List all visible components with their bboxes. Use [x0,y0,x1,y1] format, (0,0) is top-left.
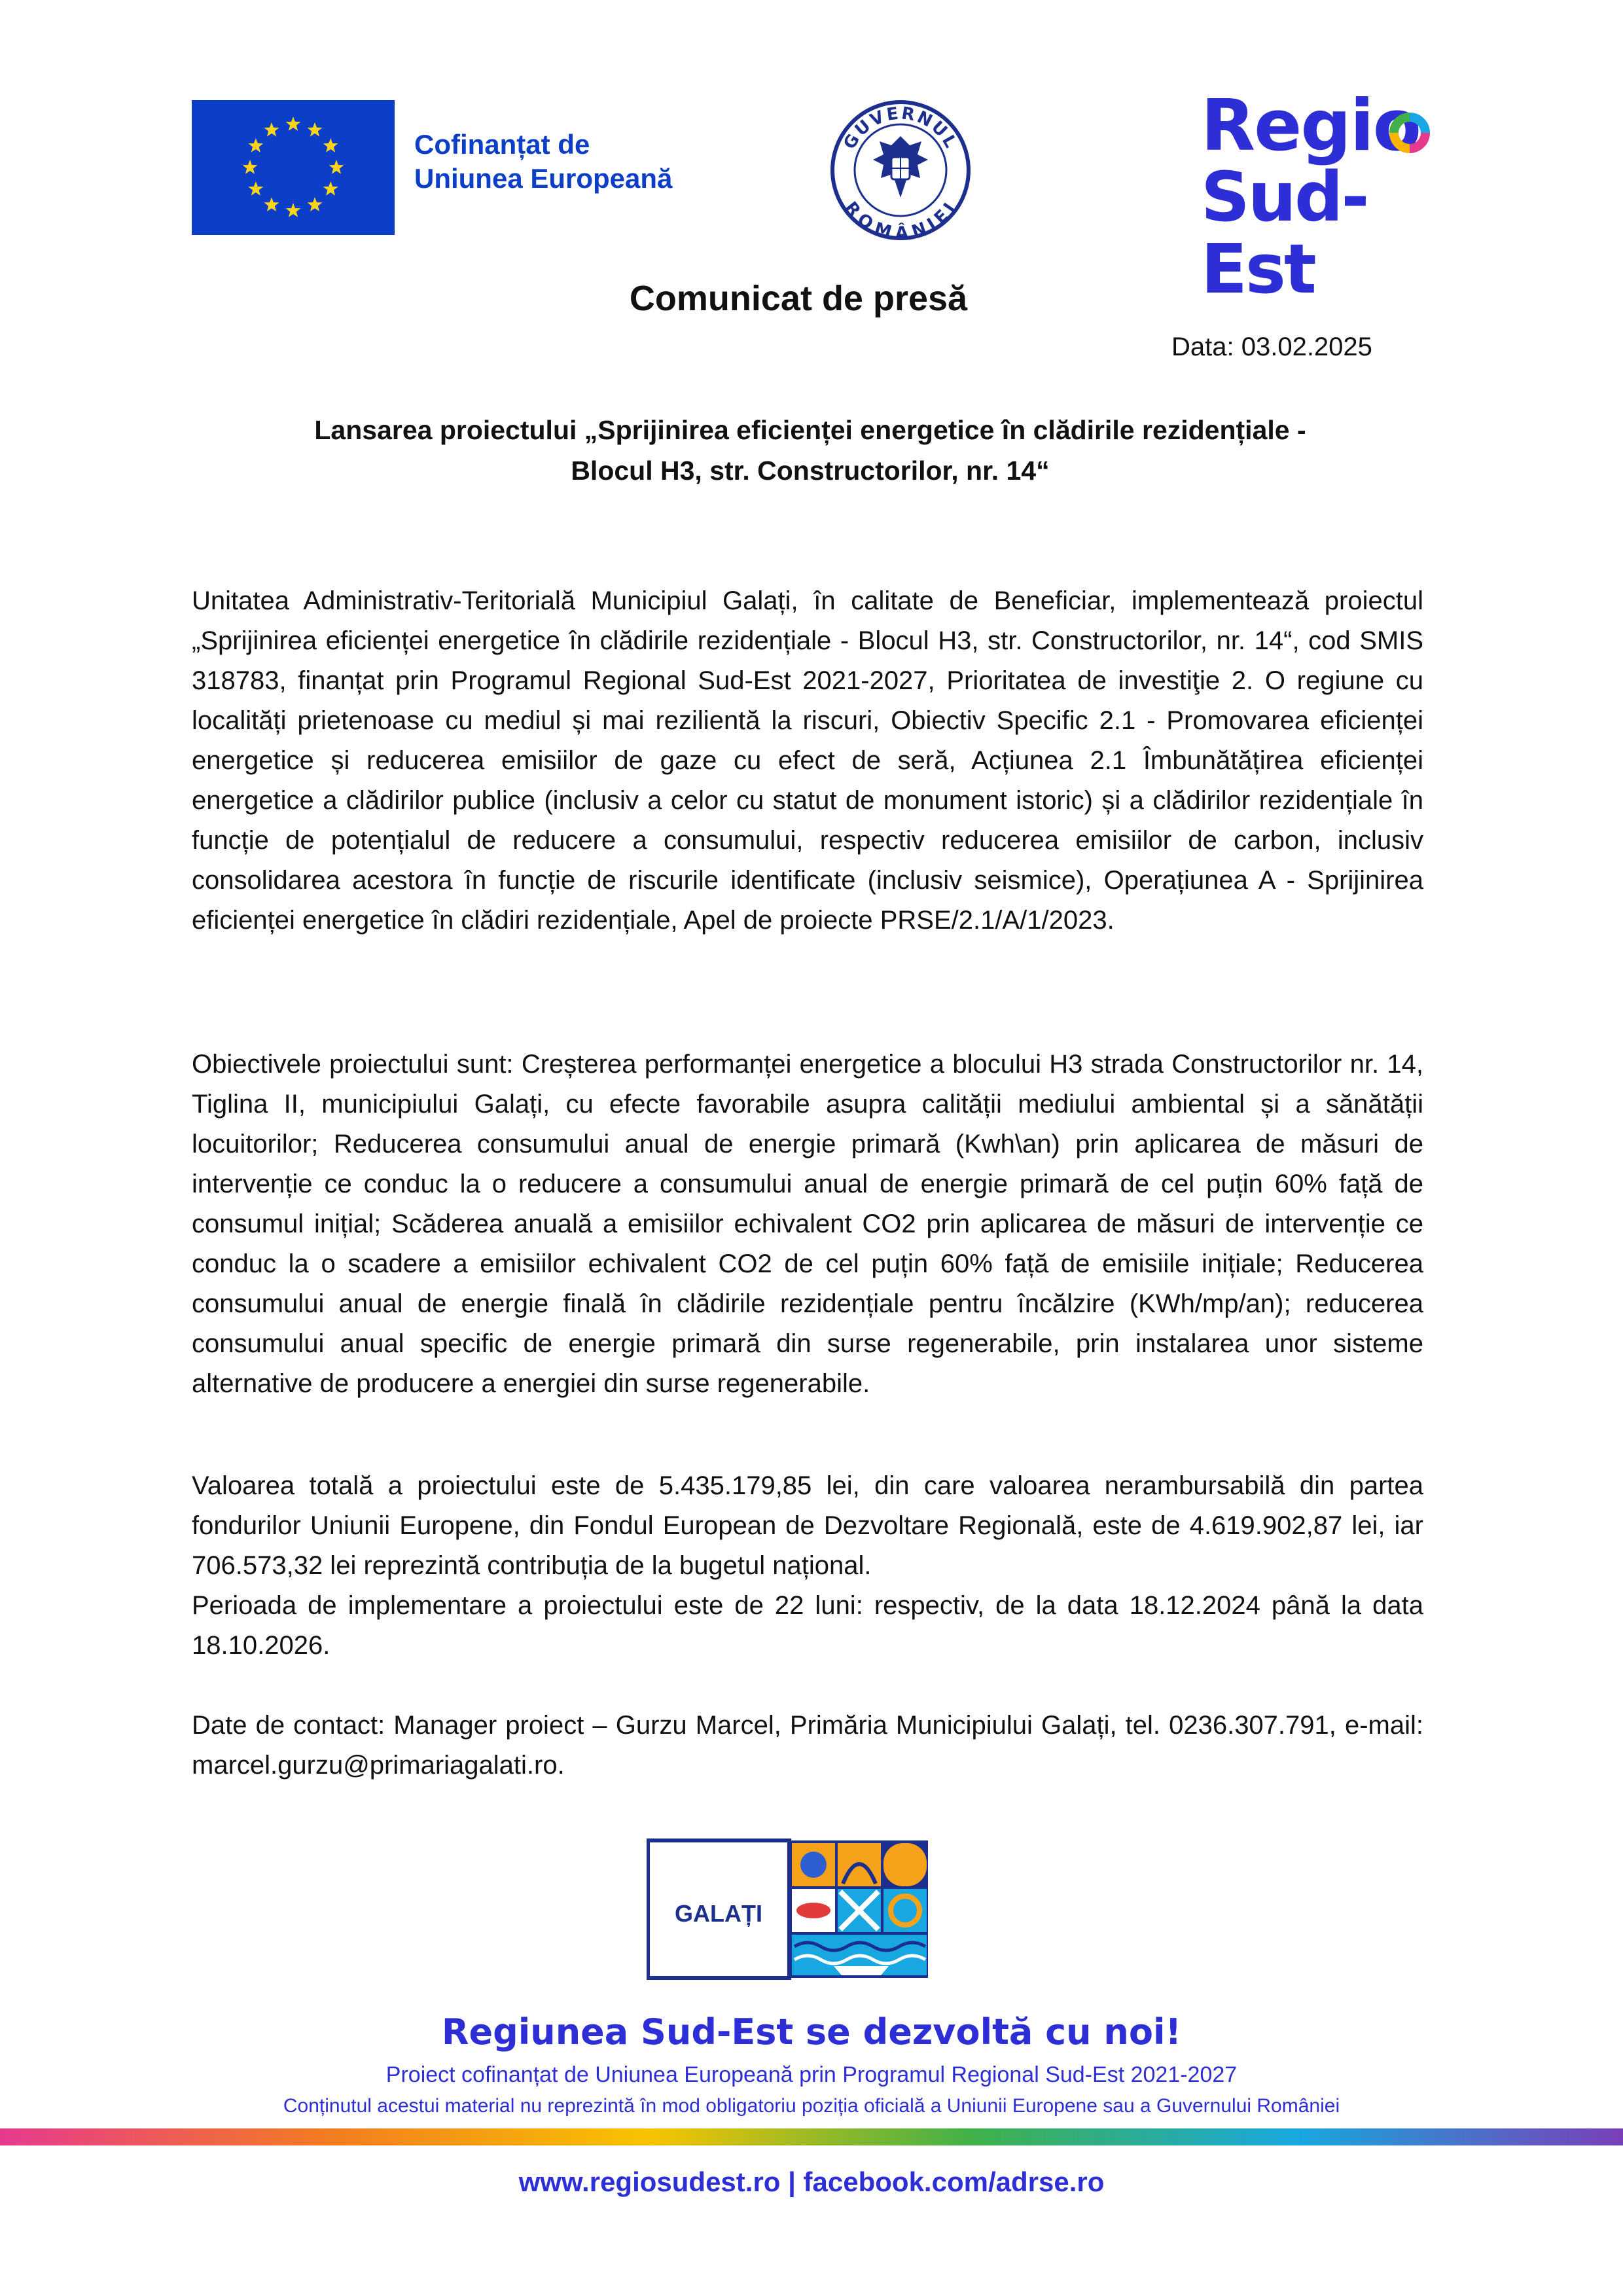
regio-logo-line1: Regio [1201,85,1420,167]
galati-emblem-icon [647,1831,935,1982]
regio-color-ring-icon [1387,110,1433,156]
paragraph-project-objectives: Obiectivele proiectului sunt: Creșterea performanței energetice a blocului H3 strada Constructorilor nr. 14, Tiglina II, municipiului Galați, cu efecte favorabile asupra calității mediului ambiental și a sănătății locuitorilor; Reducerea consumului anual de energie primară (Kwh\an) prin aplicarea de măsuri de intervenție ce conduc la o reducere a consumului anual de energie primară de cel puțin 60% față de consumul inițial; Scăderea anuală a emisiilor echivalent CO2 prin aplicarea de măsuri de intervenție ce conduc la o scadere a emisiilor echivalent CO2 de cel puțin 60% față de emisiile inițiale; Reducerea consumului anual de energie finală în clădirile rezidențiale pentru încălzire (KWh/mp/an); reducerea consumului anual specific de energie primară din surse regenerabile, prin instalarea unor sisteme alternative de producere a energiei din surse regenerabile. [192,1050,1423,1398]
paragraph-project-value [192,1466,1423,1666]
paragraph-contact-details: Date de contact: Manager proiect – Gurzu Marcel, Primăria Municipiului Galați, tel. 0236.307.791, e-mail: marcel.gurzu@primariagalati.ro. [192,1711,1423,1780]
regio-sud-est-logo [1201,85,1436,309]
eu-flag-logo [192,100,395,235]
eu-text-line2: Uniunea Europeană [414,163,673,194]
eu-star-icon [329,160,344,174]
footer-links: www.regiosudest.ro | facebook.com/adrse.ro [518,2166,1105,2197]
government-crest-icon [830,99,971,241]
eu-star-icon [264,197,279,211]
eu-star-icon [248,138,263,152]
eu-star-icon [323,138,338,152]
footer-color-bar [0,2128,1623,2145]
eu-cofinancing-text [414,128,672,196]
press-release-subject [192,410,1429,491]
paragraph-project-description: Unitatea Administrativ-Teritorială Municipiul Galați, în calitate de Beneficiar, implementează proiectul „Sprijinirea eficienței energetice în clădirile rezidențiale - Blocul H3, str. Constructorilor, nr. 14“, cod SMIS 318783, finanțat prin Programul Regional Sud-Est 2021-2027, Prioritatea de investiţie 2. O regiune cu localități prietenoase cu mediul și mai rezilientă la riscuri, Obiectiv Specific 2.1 - Promovarea eficienței energetice și reducerea emisiilor de gaze cu efect de seră, Acțiunea 2.1 Îmbunătățirea eficienței energetice a clădirilor publice (inclusiv a celor cu statut de monument istoric) și a clădirilor rezidențiale în funcție de potențialul de reducere a consumului, respectiv reducerea emisiilor de carbon, inclusiv consolidarea acestora în funcție de riscurile identificate (inclusiv seismice), Operațiunea A - Sprijinirea eficienței energetice în clădiri rezidențiale, Apel de proiecte PRSE/2.1/A/1/2023. [192,586,1423,935]
eu-star-icon [323,181,338,196]
government-seal-logo [830,99,971,241]
seal-top-text: GUVERNUL [840,103,961,153]
subject-line2: Blocul H3, str. Constructorilor, nr. 14“ [571,456,1050,486]
eu-star-icon [286,117,301,131]
svg-text:ROMÂNIEI [840,198,961,241]
document-title: Comunicat de presă [629,279,968,318]
seal-bottom-text: ROMÂNIEI [840,198,961,241]
eu-text-line1: Cofinanțat de [414,129,590,160]
galati-logo-text: GALAȚI [675,1900,762,1927]
document-date: Data: 03.02.2025 [1171,332,1372,361]
eu-stars-icon [192,100,395,235]
footer-slogan: Regiunea Sud-Est se dezvoltă cu noi! [441,2011,1182,2053]
footer-cofinancing-note: Proiect cofinanțat de Uniunea Europeană prin Programul Regional Sud-Est 2021-2027 [385,2062,1238,2087]
rainbow-stripe-icon [0,2128,1623,2145]
eu-star-icon [264,122,279,137]
eu-star-icon [308,197,323,211]
eu-star-icon [308,122,323,137]
regio-logo-line2: Sud-Est [1201,157,1368,309]
galati-city-logo [647,1831,935,1982]
paragraph-project-period: Perioada de implementare a proiectului este de 22 luni: respectiv, de la data 18.12.2024 până la data 18.10.2026. [192,1591,1423,1660]
paragraph-project-budget: Valoarea totală a proiectului este de 5.435.179,85 lei, din care valoarea nerambursabilă din partea fondurilor Uniunii Europene, din Fondul European de Dezvoltare Regională, este de 4.619.902,87 lei, iar 706.573,32 lei reprezintă contribuția de la bugetul național. [192,1471,1423,1580]
eu-star-icon [243,160,258,174]
footer-disclaimer: Conținutul acestui material nu reprezintă în mod obligatoriu poziția oficială a Uniunii Europene sau a Guvernului României [283,2095,1340,2117]
subject-line1: Lansarea proiectului „Sprijinirea eficienței energetice în clădirile rezidențiale - [314,415,1306,445]
eu-star-icon [286,203,301,217]
eu-star-icon [248,181,263,196]
